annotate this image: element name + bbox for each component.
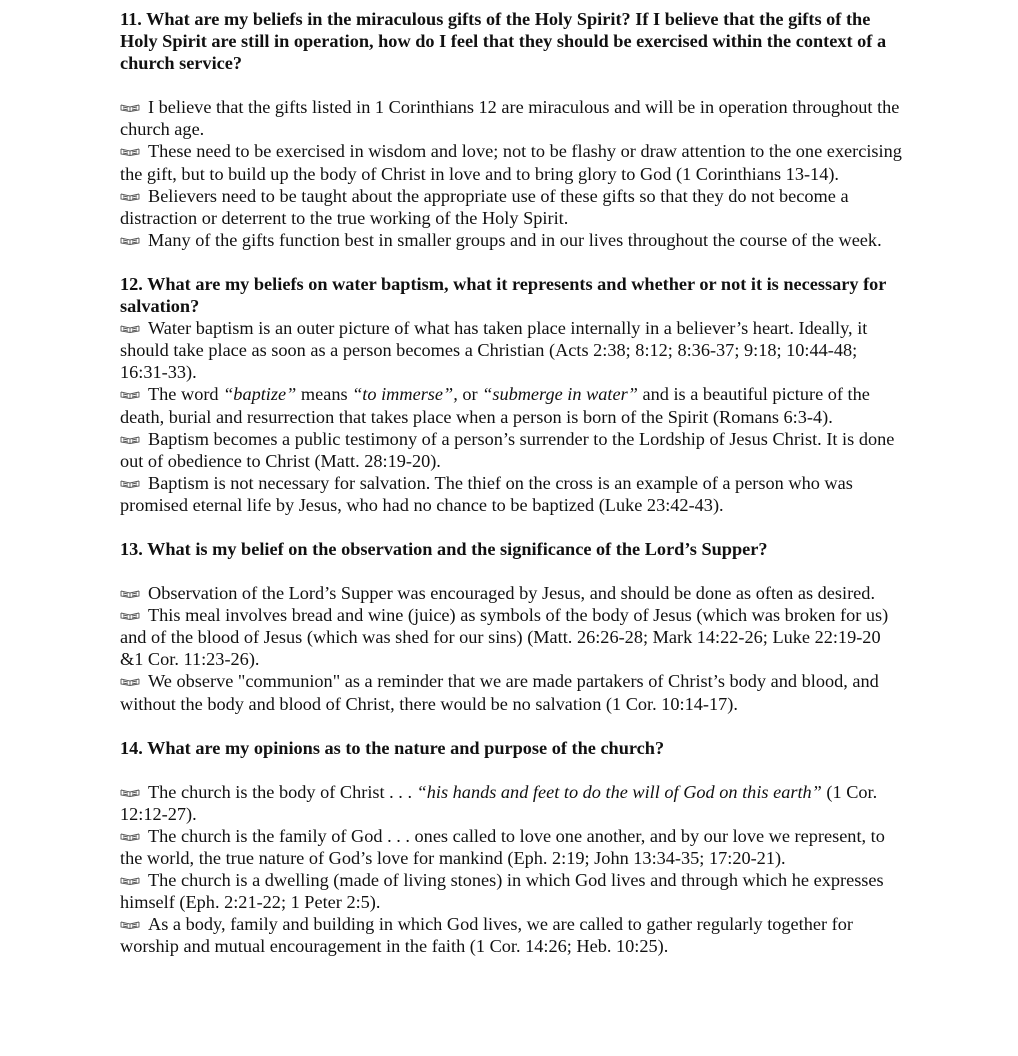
answer-item — [120, 229, 905, 251]
open-book-icon — [120, 832, 140, 841]
answer-text: The church is a dwelling (made of living stones) in which God lives and through which he expresses himself (Eph. 2:21-22; 1 Peter 2:5). — [120, 870, 884, 913]
open-book-icon — [120, 324, 140, 333]
open-book-icon — [120, 876, 140, 885]
open-book-icon — [120, 192, 140, 201]
answer-text: Baptism is not necessary for salvation. The thief on the cross is an example of a person who was promised eternal life by Jesus, who had no chance to be baptized (Luke 23:42-43). — [120, 472, 853, 515]
open-book-icon — [120, 435, 140, 444]
answer-text: We observe "communion" as a reminder that we are made partakers of Christ’s body and blood, and without the body and blood of Christ, there would be no salvation (1 Cor. 10:14-17). — [120, 671, 879, 714]
question-heading: 14. What are my opinions as to the nature and purpose of the church? — [120, 737, 665, 758]
open-book-icon — [120, 788, 140, 797]
question-heading: 11. What are my beliefs in the miraculous gifts of the Holy Spirit? If I believe that the gifts of the Holy Spirit are still in operation, how do I feel that they should be exercised within the context of a church service? — [120, 9, 887, 74]
answer-text: Water baptism is an outer picture of what has taken place internally in a believer’s heart. Ideally, it should take place as soon as a person becomes a Christian (Acts 2:38; 8:12; 8:36-37; 9:18; 10:44-48; 16:31-33). — [120, 318, 868, 383]
answer-text: These need to be exercised in wisdom and love; not to be flashy or draw attention to the one exercising the gift, but to build up the body of Christ in love and to bring glory to God (1 Corinthians 13-14). — [120, 141, 902, 184]
answer-text: or — [457, 384, 483, 405]
answer-item — [120, 825, 905, 869]
answer-item — [120, 185, 905, 229]
answer-text: The church is the family of God . . . ones called to love one another, and by our love we represent, to the world, the true nature of God’s love for mankind (Eph. 2:19; John 13:34-35; 17:20-21). — [120, 825, 885, 868]
answer-quote: “baptize” — [223, 384, 297, 405]
answer-item — [120, 472, 905, 516]
answer-item — [120, 604, 905, 670]
answer-text: I believe that the gifts listed in 1 Corinthians 12 are miraculous and will be in operation throughout the church age. — [120, 97, 900, 140]
open-book-icon — [120, 589, 140, 598]
section-14 — [120, 737, 905, 958]
section-12 — [120, 273, 905, 516]
answer-item — [120, 383, 905, 427]
open-book-icon — [120, 920, 140, 929]
open-book-icon — [120, 479, 140, 488]
answer-text: (1 Cor. 12:12-27). — [120, 781, 878, 824]
answer-item — [120, 140, 905, 184]
open-book-icon — [120, 390, 140, 399]
answer-item — [120, 913, 905, 957]
answer-quote: “his hands and feet to do the will of God on this earth” — [416, 781, 822, 802]
answer-text: Baptism becomes a public testimony of a person’s surrender to the Lordship of Jesus Christ. It is done out of obedience to Christ (Matt. 28:19-20). — [120, 428, 895, 471]
answer-text: The church is the body of Christ . . . — [148, 781, 417, 802]
answer-item — [120, 781, 905, 825]
open-book-icon — [120, 677, 140, 686]
open-book-icon — [120, 103, 140, 112]
answer-quote: “submerge in water” — [482, 384, 638, 405]
answer-text: Observation of the Lord’s Supper was encouraged by Jesus, and should be done as often as desired. — [148, 583, 876, 604]
answer-text: and is a beautiful picture of the death, burial and resurrection that takes place when a person is born of the Spirit (Romans 6:3-4). — [120, 384, 870, 427]
open-book-icon — [120, 236, 140, 245]
section-13 — [120, 538, 905, 715]
answer-item — [120, 670, 905, 714]
answer-item — [120, 869, 905, 913]
open-book-icon — [120, 147, 140, 156]
section-11 — [120, 8, 905, 251]
answer-text: This meal involves bread and wine (juice) as symbols of the body of Jesus (which was broken for us) and of the blood of Jesus (which was shed for our sins) (Matt. 26:26-28; Mark 14:22-26; Luke 22:19-20 &1 Cor. 11:23-26). — [120, 605, 889, 670]
answer-item — [120, 96, 905, 140]
document-page — [120, 8, 905, 957]
answer-quote: “to immerse”, — [352, 384, 458, 405]
answer-item — [120, 317, 905, 383]
answer-text: Believers need to be taught about the appropriate use of these gifts so that they do not become a distraction or deterrent to the true working of the Holy Spirit. — [120, 185, 849, 228]
question-heading: 12. What are my beliefs on water baptism, what it represents and whether or not it is necessary for salvation? — [120, 273, 887, 317]
open-book-icon — [120, 611, 140, 620]
answer-text: As a body, family and building in which God lives, we are called to gather regularly together for worship and mutual encouragement in the faith (1 Cor. 14:26; Heb. 10:25). — [120, 914, 853, 957]
answer-text: Many of the gifts function best in smaller groups and in our lives throughout the course of the week. — [148, 229, 882, 250]
answer-item — [120, 582, 905, 604]
answer-text: The word — [148, 384, 224, 405]
question-heading: 13. What is my belief on the observation and the significance of the Lord’s Supper? — [120, 538, 768, 559]
answer-item — [120, 428, 905, 472]
answer-text: means — [296, 384, 353, 405]
